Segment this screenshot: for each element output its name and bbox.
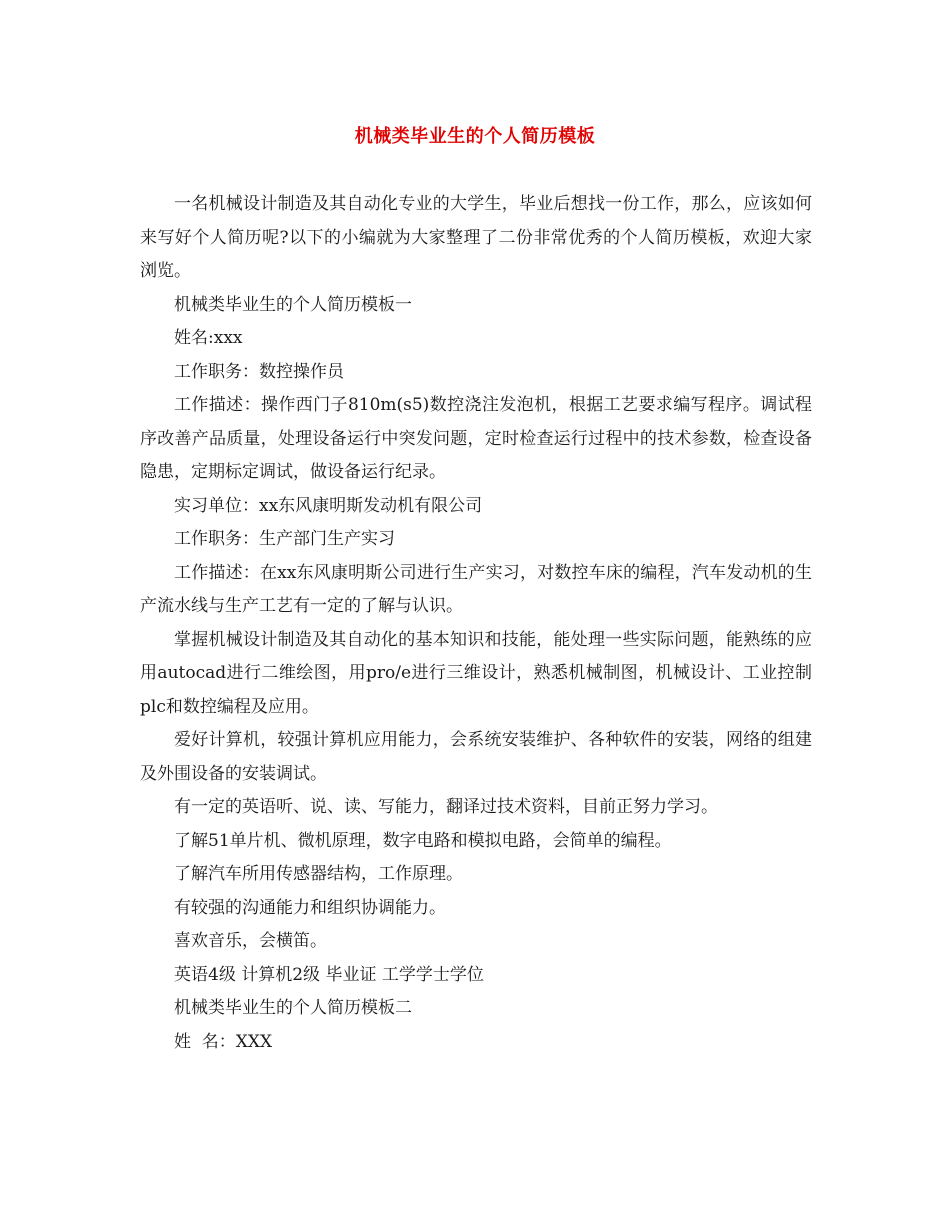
internship-description-paragraph: 工作描述：在xx东风康明斯公司进行生产实习，对数控车床的编程，汽车发动机的生产流水线与生产工艺有一定的了解与认识。 (140, 562, 812, 616)
template-two-name-line: 姓 名：XXX (174, 1031, 273, 1052)
skills-paragraph: 掌握机械设计制造及其自动化的基本知识和技能，能处理一些实际问题，能熟练的应用autocad进行二维绘图，用pro/e进行三维设计，熟悉机械制图，机械设计、工业控制plc和数控编程及应用。 (140, 629, 812, 717)
computer-skills-paragraph: 爱好计算机，较强计算机应用能力，会系统安装维护、各种软件的安装，网络的组建及外围设备的安装调试。 (140, 730, 812, 784)
communication-skills-line: 有较强的沟通能力和组织协调能力。 (174, 897, 446, 918)
internship-company-line: 实习单位：xx东风康明斯发动机有限公司 (174, 495, 483, 516)
name-line: 姓名:xxx (174, 328, 243, 348)
job-description-paragraph: 工作描述：操作西门子810m(s5)数控浇注发泡机，根据工艺要求编写程序。调试程序改善产品质量，处理设备运行中突发问题，定时检查运行过程中的技术参数，检查设备隐患，定期标定调试，做设备运行纪录。 (140, 395, 812, 482)
template-one-heading: 机械类毕业生的个人简历模板一 (174, 294, 412, 315)
electronics-skills-line: 了解51单片机、微机原理，数字电路和模拟电路，会简单的编程。 (174, 830, 672, 851)
intro-paragraph: 一名机械设计制造及其自动化专业的大学生，毕业后想找一份工作，那么，应该如何来写好个人简历呢?以下的小编就为大家整理了二份非常优秀的个人简历模板，欢迎大家浏览。 (140, 194, 812, 281)
document-body (140, 188, 812, 1059)
english-skills-line: 有一定的英语听、说、读、写能力，翻译过技术资料，目前正努力学习。 (174, 797, 718, 817)
internship-job-title-line: 工作职务：生产部门生产实习 (174, 529, 395, 549)
template-two-heading: 机械类毕业生的个人简历模板二 (174, 998, 412, 1018)
hobbies-line: 喜欢音乐，会横笛。 (174, 931, 327, 951)
certificates-line: 英语4级 计算机2级 毕业证 工学学士学位 (174, 964, 484, 985)
document-title: 机械类毕业生的个人简历模板 (354, 126, 596, 147)
job-title-line: 工作职务：数控操作员 (174, 361, 344, 382)
automotive-sensors-line: 了解汽车所用传感器结构，工作原理。 (174, 864, 463, 884)
